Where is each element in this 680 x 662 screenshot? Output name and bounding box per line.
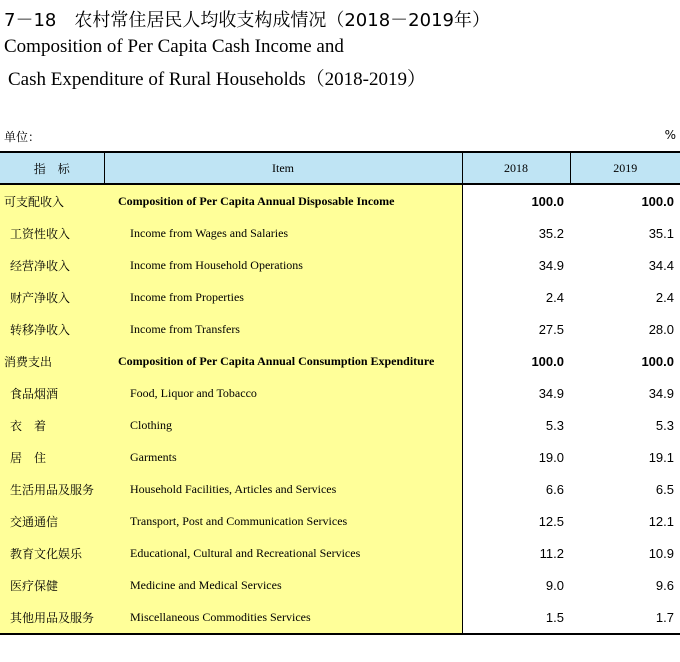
table-row	[0, 217, 680, 249]
value-2019: 100.0	[641, 353, 674, 369]
row-label-cn: 消费支出	[0, 345, 104, 377]
value-2019: 35.1	[648, 225, 674, 241]
value-2018: 9.0	[545, 577, 564, 593]
value-2019: 1.7	[570, 601, 680, 634]
row-label-cn: 医疗保健	[0, 569, 104, 601]
value-2018: 34.9	[538, 257, 564, 273]
row-label-cn: 其他用品及服务	[0, 601, 104, 634]
table-title-en-line2: Cash Expenditure of Rural Households（2018-2019）	[8, 69, 426, 90]
table-row	[0, 281, 680, 313]
value-2019: 19.1	[648, 449, 674, 465]
row-label-en: Composition of Per Capita Annual Disposable Income	[104, 184, 462, 217]
value-2018: 12.5	[538, 513, 564, 529]
table-row	[0, 601, 680, 634]
header-year-2018: 2018	[462, 152, 570, 184]
row-label-en: Transport, Post and Communication Services	[104, 505, 462, 537]
row-label-cn: 生活用品及服务	[0, 473, 104, 505]
row-label-cn: 交通通信	[0, 505, 104, 537]
row-label-cn: 可支配收入	[0, 184, 104, 217]
value-2018: 6.6	[545, 481, 564, 497]
header-indicator: 指 标	[0, 152, 104, 184]
row-label-en: Income from Transfers	[104, 313, 462, 345]
value-2018: 100.0	[531, 193, 564, 209]
row-label-en: Income from Wages and Salaries	[104, 217, 462, 249]
table-title-en-line1: Composition of Per Capita Cash Income and	[4, 36, 344, 57]
value-2019: 9.6	[655, 577, 674, 593]
row-label-en: Household Facilities, Articles and Services	[104, 473, 462, 505]
row-label-en: Composition of Per Capita Annual Consumption Expenditure	[104, 345, 462, 377]
row-label-en: Garments	[104, 441, 462, 473]
row-label-cn: 衣 着	[0, 409, 104, 441]
row-label-cn: 工资性收入	[0, 217, 104, 249]
value-2018: 35.2	[538, 225, 564, 241]
unit-label: 单位：	[4, 130, 41, 144]
table-row	[0, 569, 680, 601]
table-row	[0, 473, 680, 505]
table-row	[0, 505, 680, 537]
value-2019: 5.3	[655, 417, 674, 433]
row-label-cn: 转移净收入	[0, 313, 104, 345]
value-2019: 34.4	[648, 257, 674, 273]
header-year-2019: 2019	[570, 152, 680, 184]
row-label-en: Income from Household Operations	[104, 249, 462, 281]
value-2018: 11.2	[539, 545, 564, 561]
value-2018: 2.4	[545, 289, 564, 305]
value-2018: 27.5	[538, 321, 564, 337]
value-2019: 12.1	[648, 513, 674, 529]
unit-symbol: %	[664, 128, 676, 142]
row-label-en: Educational, Cultural and Recreational Services	[104, 537, 462, 569]
row-label-en: Food, Liquor and Tobacco	[104, 377, 462, 409]
value-2019: 2.4	[655, 289, 674, 305]
table-row	[0, 184, 680, 217]
value-2018: 19.0	[538, 449, 564, 465]
table-title-cn: 7－18 农村常住居民人均收支构成情况（2018－2019年）	[4, 10, 490, 31]
table-row	[0, 249, 680, 281]
row-label-en: Miscellaneous Commodities Services	[104, 601, 462, 634]
table-row	[0, 441, 680, 473]
row-label-cn: 财产净收入	[0, 281, 104, 313]
data-table	[0, 151, 680, 635]
row-label-cn: 经营净收入	[0, 249, 104, 281]
table-row	[0, 345, 680, 377]
value-2019: 34.9	[648, 385, 674, 401]
value-2018: 5.3	[545, 417, 564, 433]
value-2018: 100.0	[531, 353, 564, 369]
table-row	[0, 377, 680, 409]
value-2018: 1.5	[462, 601, 570, 634]
value-2019: 6.5	[655, 481, 674, 497]
header-row	[0, 152, 680, 184]
row-label-cn: 教育文化娱乐	[0, 537, 104, 569]
row-label-cn: 居 住	[0, 441, 104, 473]
value-2019: 10.9	[648, 545, 674, 561]
value-2018: 34.9	[538, 385, 564, 401]
table-row	[0, 313, 680, 345]
header-item: Item	[104, 152, 462, 184]
value-2019: 100.0	[641, 193, 674, 209]
row-label-en: Medicine and Medical Services	[104, 569, 462, 601]
value-2019: 28.0	[648, 321, 674, 337]
table-row	[0, 537, 680, 569]
table-row	[0, 409, 680, 441]
row-label-en: Income from Properties	[104, 281, 462, 313]
row-label-cn: 食品烟酒	[0, 377, 104, 409]
row-label-en: Clothing	[104, 409, 462, 441]
